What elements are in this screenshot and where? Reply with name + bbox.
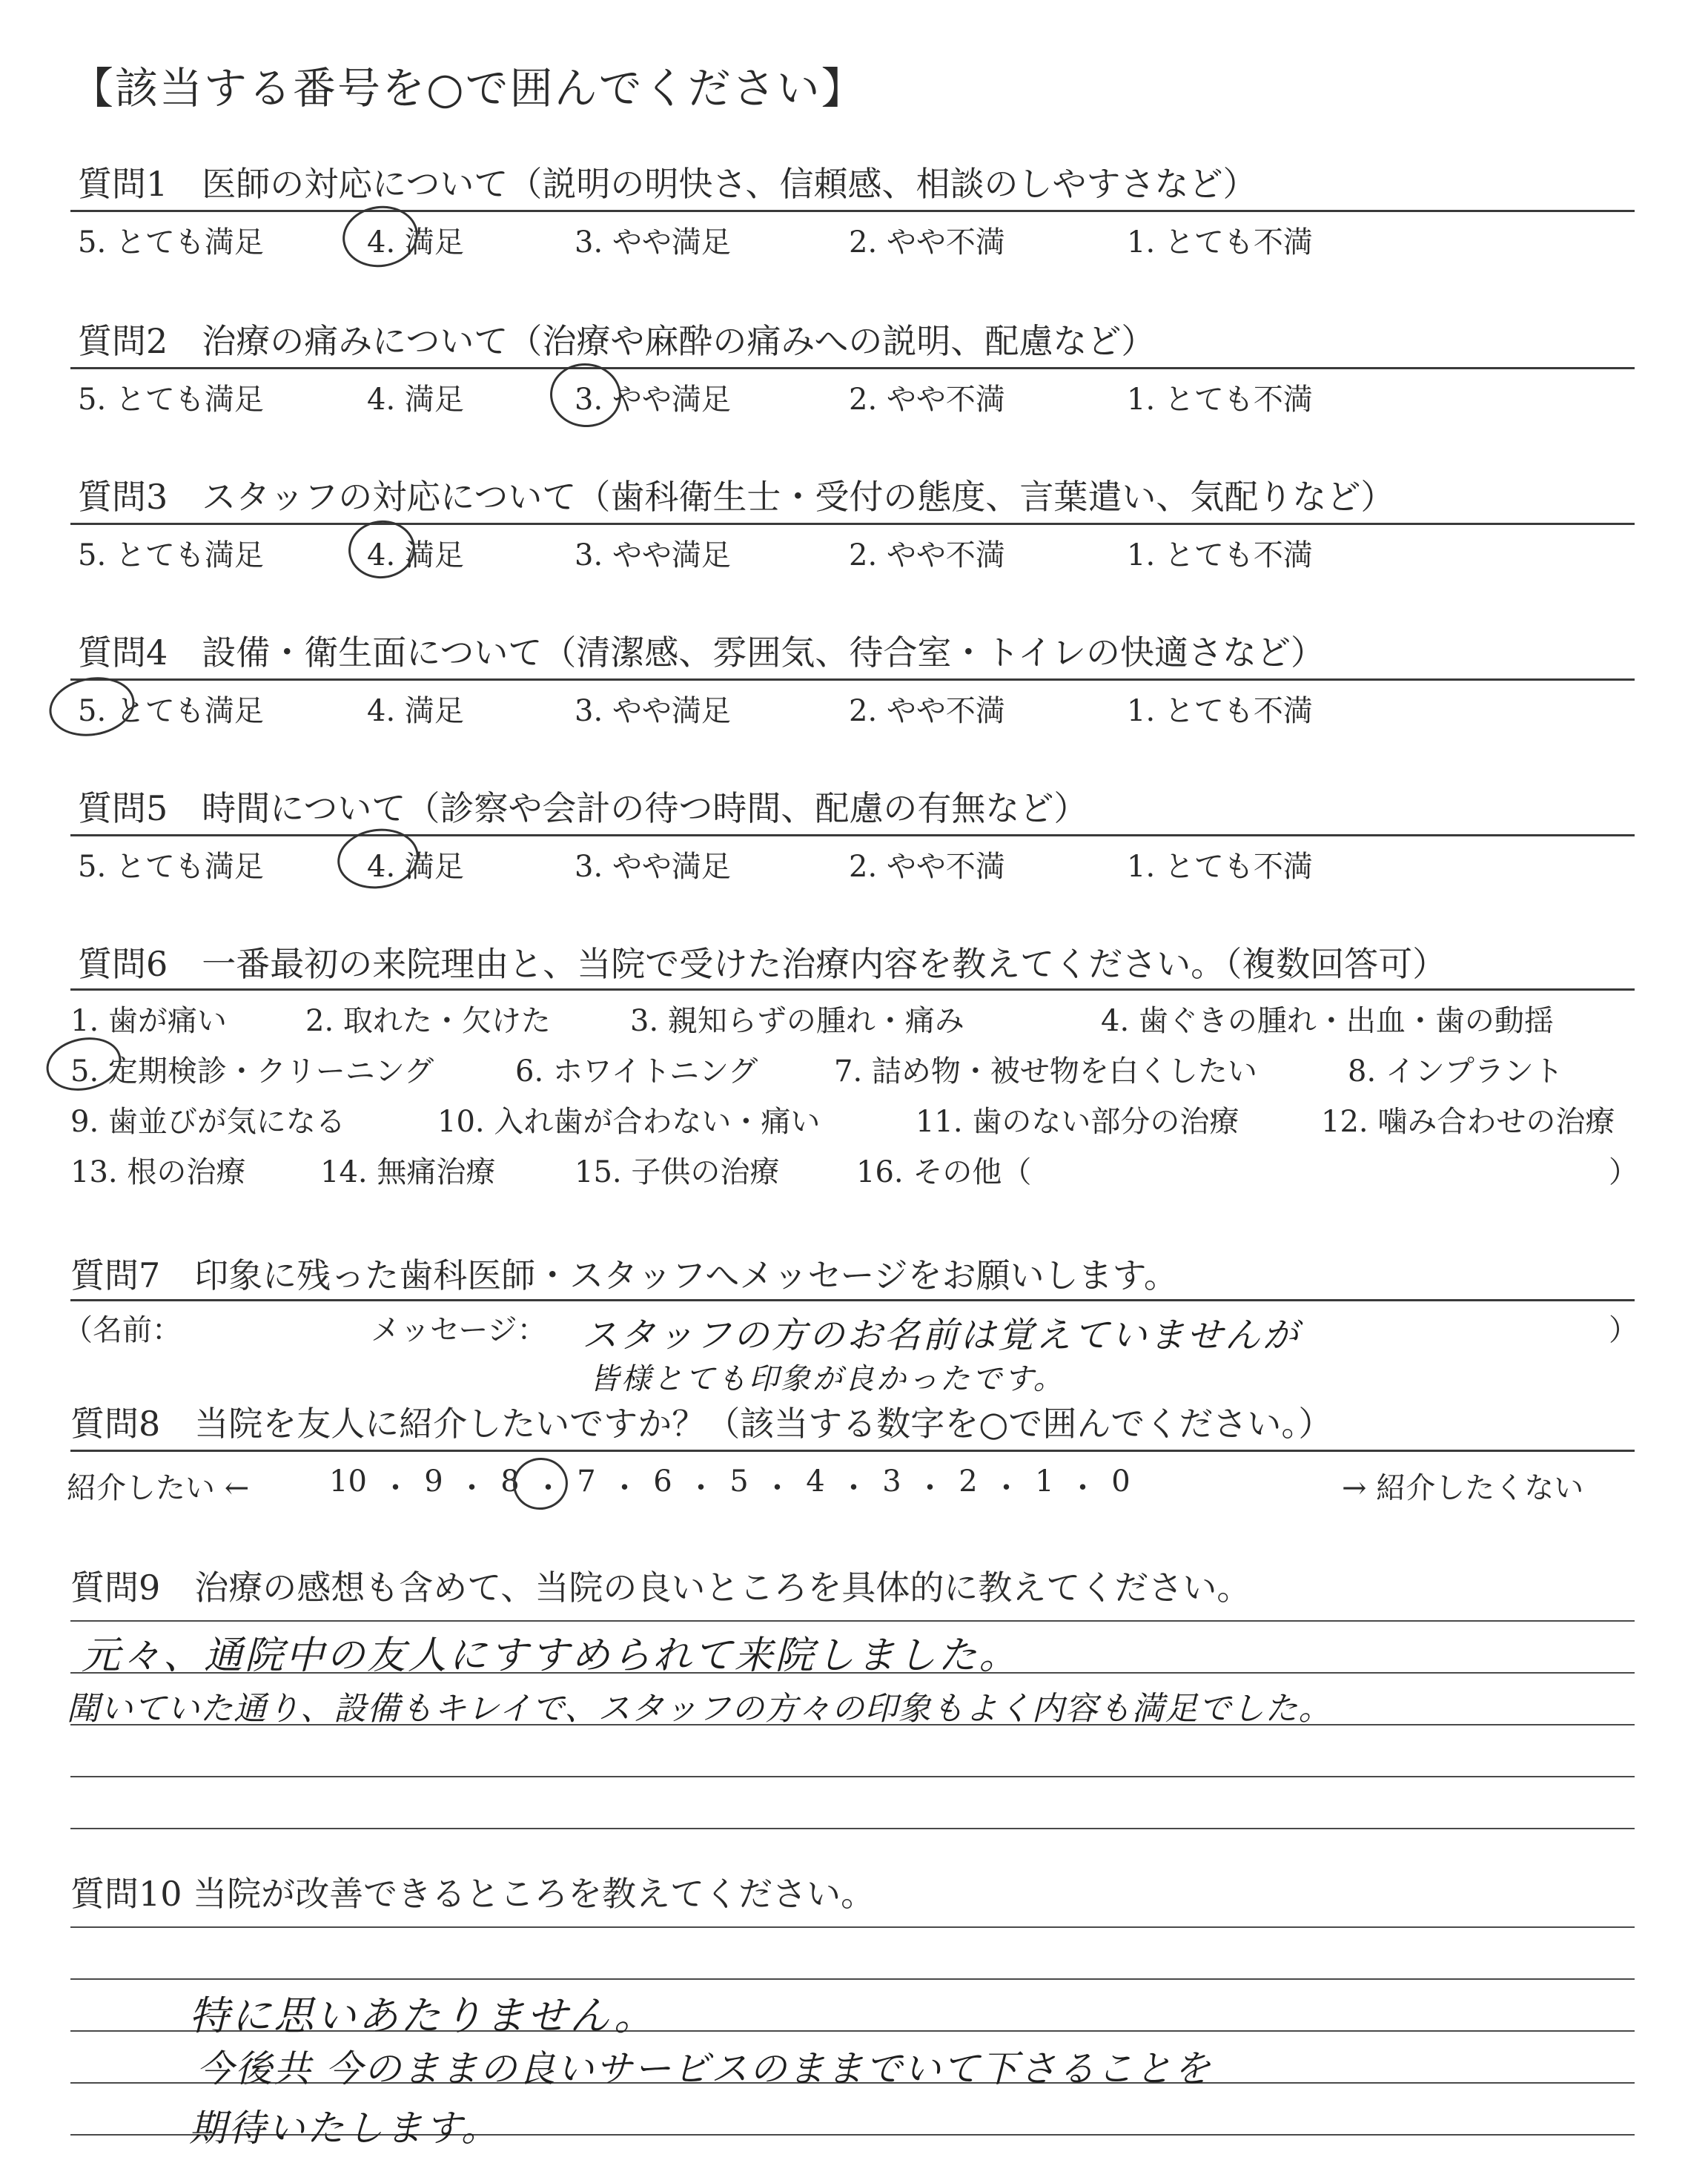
q1-option-4[interactable]: 4. 満足: [367, 225, 464, 260]
q8-left-label: 紹介したい ←: [67, 1471, 250, 1505]
q4-selection-circle: [44, 671, 139, 743]
q8-scale-sep: ・: [991, 1471, 1022, 1505]
q2-option-2[interactable]: 2. やや不満: [849, 383, 1005, 417]
question-5-rule: [70, 834, 1635, 836]
q4-option-5[interactable]: 5. とても満足: [78, 694, 264, 728]
q7-name-label: （名前：: [63, 1313, 182, 1347]
q8-right-label: → 紹介したくない: [1342, 1471, 1584, 1505]
q6-other-close-paren: ）: [1609, 1155, 1638, 1189]
q9-writing-line: [70, 1620, 1635, 1622]
q6-option-9[interactable]: 9. 歯並びが気になる: [70, 1105, 345, 1139]
q4-option-4[interactable]: 4. 満足: [367, 694, 464, 728]
q8-scale-sep: ・: [762, 1471, 792, 1505]
q9-answer-line-1[interactable]: 元々、通院中の友人にすすめられて来院しました。: [82, 1634, 1020, 1678]
question-6-title: 質問6 一番最初の来院理由と、当院で受けた治療内容を教えてください。（複数回答可）: [78, 944, 1447, 984]
question-9-title: 質問9 治療の感想も含めて、当院の良いところを具体的に教えてください。: [70, 1568, 1251, 1608]
q9-answer-line-2[interactable]: 聞いていた通り、設備もキレイで、スタッフの方々の印象もよく内容も満足でした。: [67, 1690, 1332, 1728]
q10-writing-line: [70, 1926, 1635, 1928]
q6-option-5[interactable]: 5. 定期検診・クリーニング: [70, 1054, 434, 1089]
q6-option-13[interactable]: 13. 根の治療: [70, 1155, 246, 1189]
q6-option-4[interactable]: 4. 歯ぐきの腫れ・出血・歯の動揺: [1101, 1004, 1554, 1038]
q6-option-10[interactable]: 10. 入れ歯が合わない・痛い: [437, 1105, 821, 1139]
q3-option-1[interactable]: 1. とても不満: [1127, 538, 1313, 572]
q8-scale-1[interactable]: 1: [1035, 1464, 1054, 1499]
q8-scale-8[interactable]: 8: [500, 1464, 520, 1499]
question-8-title: 質問8 当院を友人に紹介したいですか？（該当する数字を○で囲んでください。）: [70, 1404, 1333, 1444]
q6-option-6[interactable]: 6. ホワイトニング: [515, 1054, 758, 1089]
question-2-rule: [70, 367, 1635, 369]
q8-scale-sep: ・: [380, 1471, 411, 1505]
q8-scale-sep: ・: [686, 1471, 716, 1505]
q4-option-3[interactable]: 3. やや満足: [575, 694, 731, 728]
q8-scale-5[interactable]: 5: [729, 1464, 749, 1499]
q5-option-3[interactable]: 3. やや満足: [575, 850, 731, 884]
question-6-rule: [70, 988, 1635, 991]
q2-selection-circle: [547, 360, 624, 431]
q6-option-11[interactable]: 11. 歯のない部分の治療: [916, 1105, 1239, 1139]
q1-option-3[interactable]: 3. やや満足: [575, 225, 731, 260]
q2-option-1[interactable]: 1. とても不満: [1127, 383, 1313, 417]
q5-option-2[interactable]: 2. やや不満: [849, 850, 1005, 884]
q10-answer-line-3[interactable]: 期待いたします。: [189, 2107, 500, 2150]
q1-option-5[interactable]: 5. とても満足: [78, 225, 264, 260]
q7-message-line-2[interactable]: 皆様とても印象が良かったです。: [589, 1362, 1065, 1396]
q4-option-2[interactable]: 2. やや不満: [849, 694, 1005, 728]
q3-option-3[interactable]: 3. やや満足: [575, 538, 731, 572]
question-4-rule: [70, 678, 1635, 681]
form-instruction-title: 【該当する番号を○で囲んでください】: [70, 63, 866, 113]
question-7-rule: [70, 1299, 1635, 1301]
question-3-rule: [70, 523, 1635, 525]
q6-option-2[interactable]: 2. 取れた・欠けた: [305, 1004, 551, 1038]
question-1-rule: [70, 210, 1635, 212]
q6-option-3[interactable]: 3. 親知らずの腫れ・痛み: [630, 1004, 964, 1038]
q4-option-1[interactable]: 1. とても不満: [1127, 694, 1313, 728]
q8-scale-sep: ・: [533, 1471, 563, 1505]
q8-scale-6[interactable]: 6: [653, 1464, 672, 1499]
q8-scale-sep: ・: [457, 1471, 487, 1505]
q8-scale-0[interactable]: 0: [1111, 1464, 1131, 1499]
question-1-title: 質問1 医師の対応について（説明の明快さ、信頼感、相談のしやすさなど）: [78, 164, 1257, 204]
q5-option-1[interactable]: 1. とても不満: [1127, 850, 1313, 884]
q10-answer-line-1[interactable]: 特に思いあたりません。: [189, 1992, 657, 2039]
q8-scale-sep: ・: [1068, 1471, 1098, 1505]
q5-option-5[interactable]: 5. とても満足: [78, 850, 264, 884]
q10-writing-line: [70, 1978, 1635, 1980]
q8-scale-7[interactable]: 7: [577, 1464, 596, 1499]
q9-writing-line: [70, 1828, 1635, 1829]
question-7-title: 質問7 印象に残った歯科医師・スタッフへメッセージをお願いします。: [70, 1255, 1178, 1295]
q8-scale-sep: ・: [609, 1471, 640, 1505]
q8-scale-2[interactable]: 2: [959, 1464, 978, 1499]
q7-close-paren: ）: [1609, 1313, 1638, 1347]
q3-option-5[interactable]: 5. とても満足: [78, 538, 264, 572]
q1-option-2[interactable]: 2. やや不満: [849, 225, 1005, 260]
q6-option-16[interactable]: 16. その他（: [856, 1155, 1032, 1189]
q8-scale: [320, 1464, 1139, 1507]
q7-message-line-1[interactable]: スタッフの方のお名前は覚えていませんが: [582, 1315, 1301, 1356]
q2-option-5[interactable]: 5. とても満足: [78, 383, 264, 417]
q2-option-4[interactable]: 4. 満足: [367, 383, 464, 417]
question-5-title: 質問5 時間について（診察や会計の待つ時間、配慮の有無など）: [78, 788, 1088, 828]
question-8-rule: [70, 1450, 1635, 1452]
q3-option-2[interactable]: 2. やや不満: [849, 538, 1005, 572]
q6-option-7[interactable]: 7. 詰め物・被せ物を白くしたい: [834, 1054, 1257, 1089]
q8-scale-4[interactable]: 4: [806, 1464, 825, 1499]
q3-option-4[interactable]: 4. 満足: [367, 538, 464, 572]
q6-option-12[interactable]: 12. 噛み合わせの治療: [1321, 1105, 1615, 1139]
q6-option-14[interactable]: 14. 無痛治療: [320, 1155, 496, 1189]
q10-answer-line-2[interactable]: 今後共 今のままの良いサービスのままでいて下さることを: [196, 2047, 1212, 2090]
question-3-title: 質問3 スタッフの対応について（歯科衛生士・受付の態度、言葉遣い、気配りなど）: [78, 477, 1395, 517]
question-2-title: 質問2 治療の痛みについて（治療や麻酔の痛みへの説明、配慮など）: [78, 321, 1156, 361]
q1-option-1[interactable]: 1. とても不満: [1127, 225, 1313, 260]
q6-option-8[interactable]: 8. インプラント: [1348, 1054, 1563, 1089]
q6-option-1[interactable]: 1. 歯が痛い: [70, 1004, 227, 1038]
question-4-title: 質問4 設備・衛生面について（清潔感、雰囲気、待合室・トイレの快適さなど）: [78, 633, 1325, 673]
q8-scale-sep: ・: [915, 1471, 945, 1505]
q7-message-label: メッセージ：: [371, 1313, 547, 1347]
q8-scale-3[interactable]: 3: [882, 1464, 901, 1499]
q5-option-4[interactable]: 4. 満足: [367, 850, 464, 884]
q8-scale-sep: ・: [838, 1471, 869, 1505]
q6-option-15[interactable]: 15. 子供の治療: [575, 1155, 780, 1189]
q2-option-3[interactable]: 3. やや満足: [575, 383, 731, 417]
q8-scale-10[interactable]: 10: [329, 1464, 367, 1499]
q8-scale-9[interactable]: 9: [424, 1464, 443, 1499]
question-10-title: 質問10 当院が改善できるところを教えてください。: [70, 1874, 875, 1914]
q9-writing-line: [70, 1776, 1635, 1777]
